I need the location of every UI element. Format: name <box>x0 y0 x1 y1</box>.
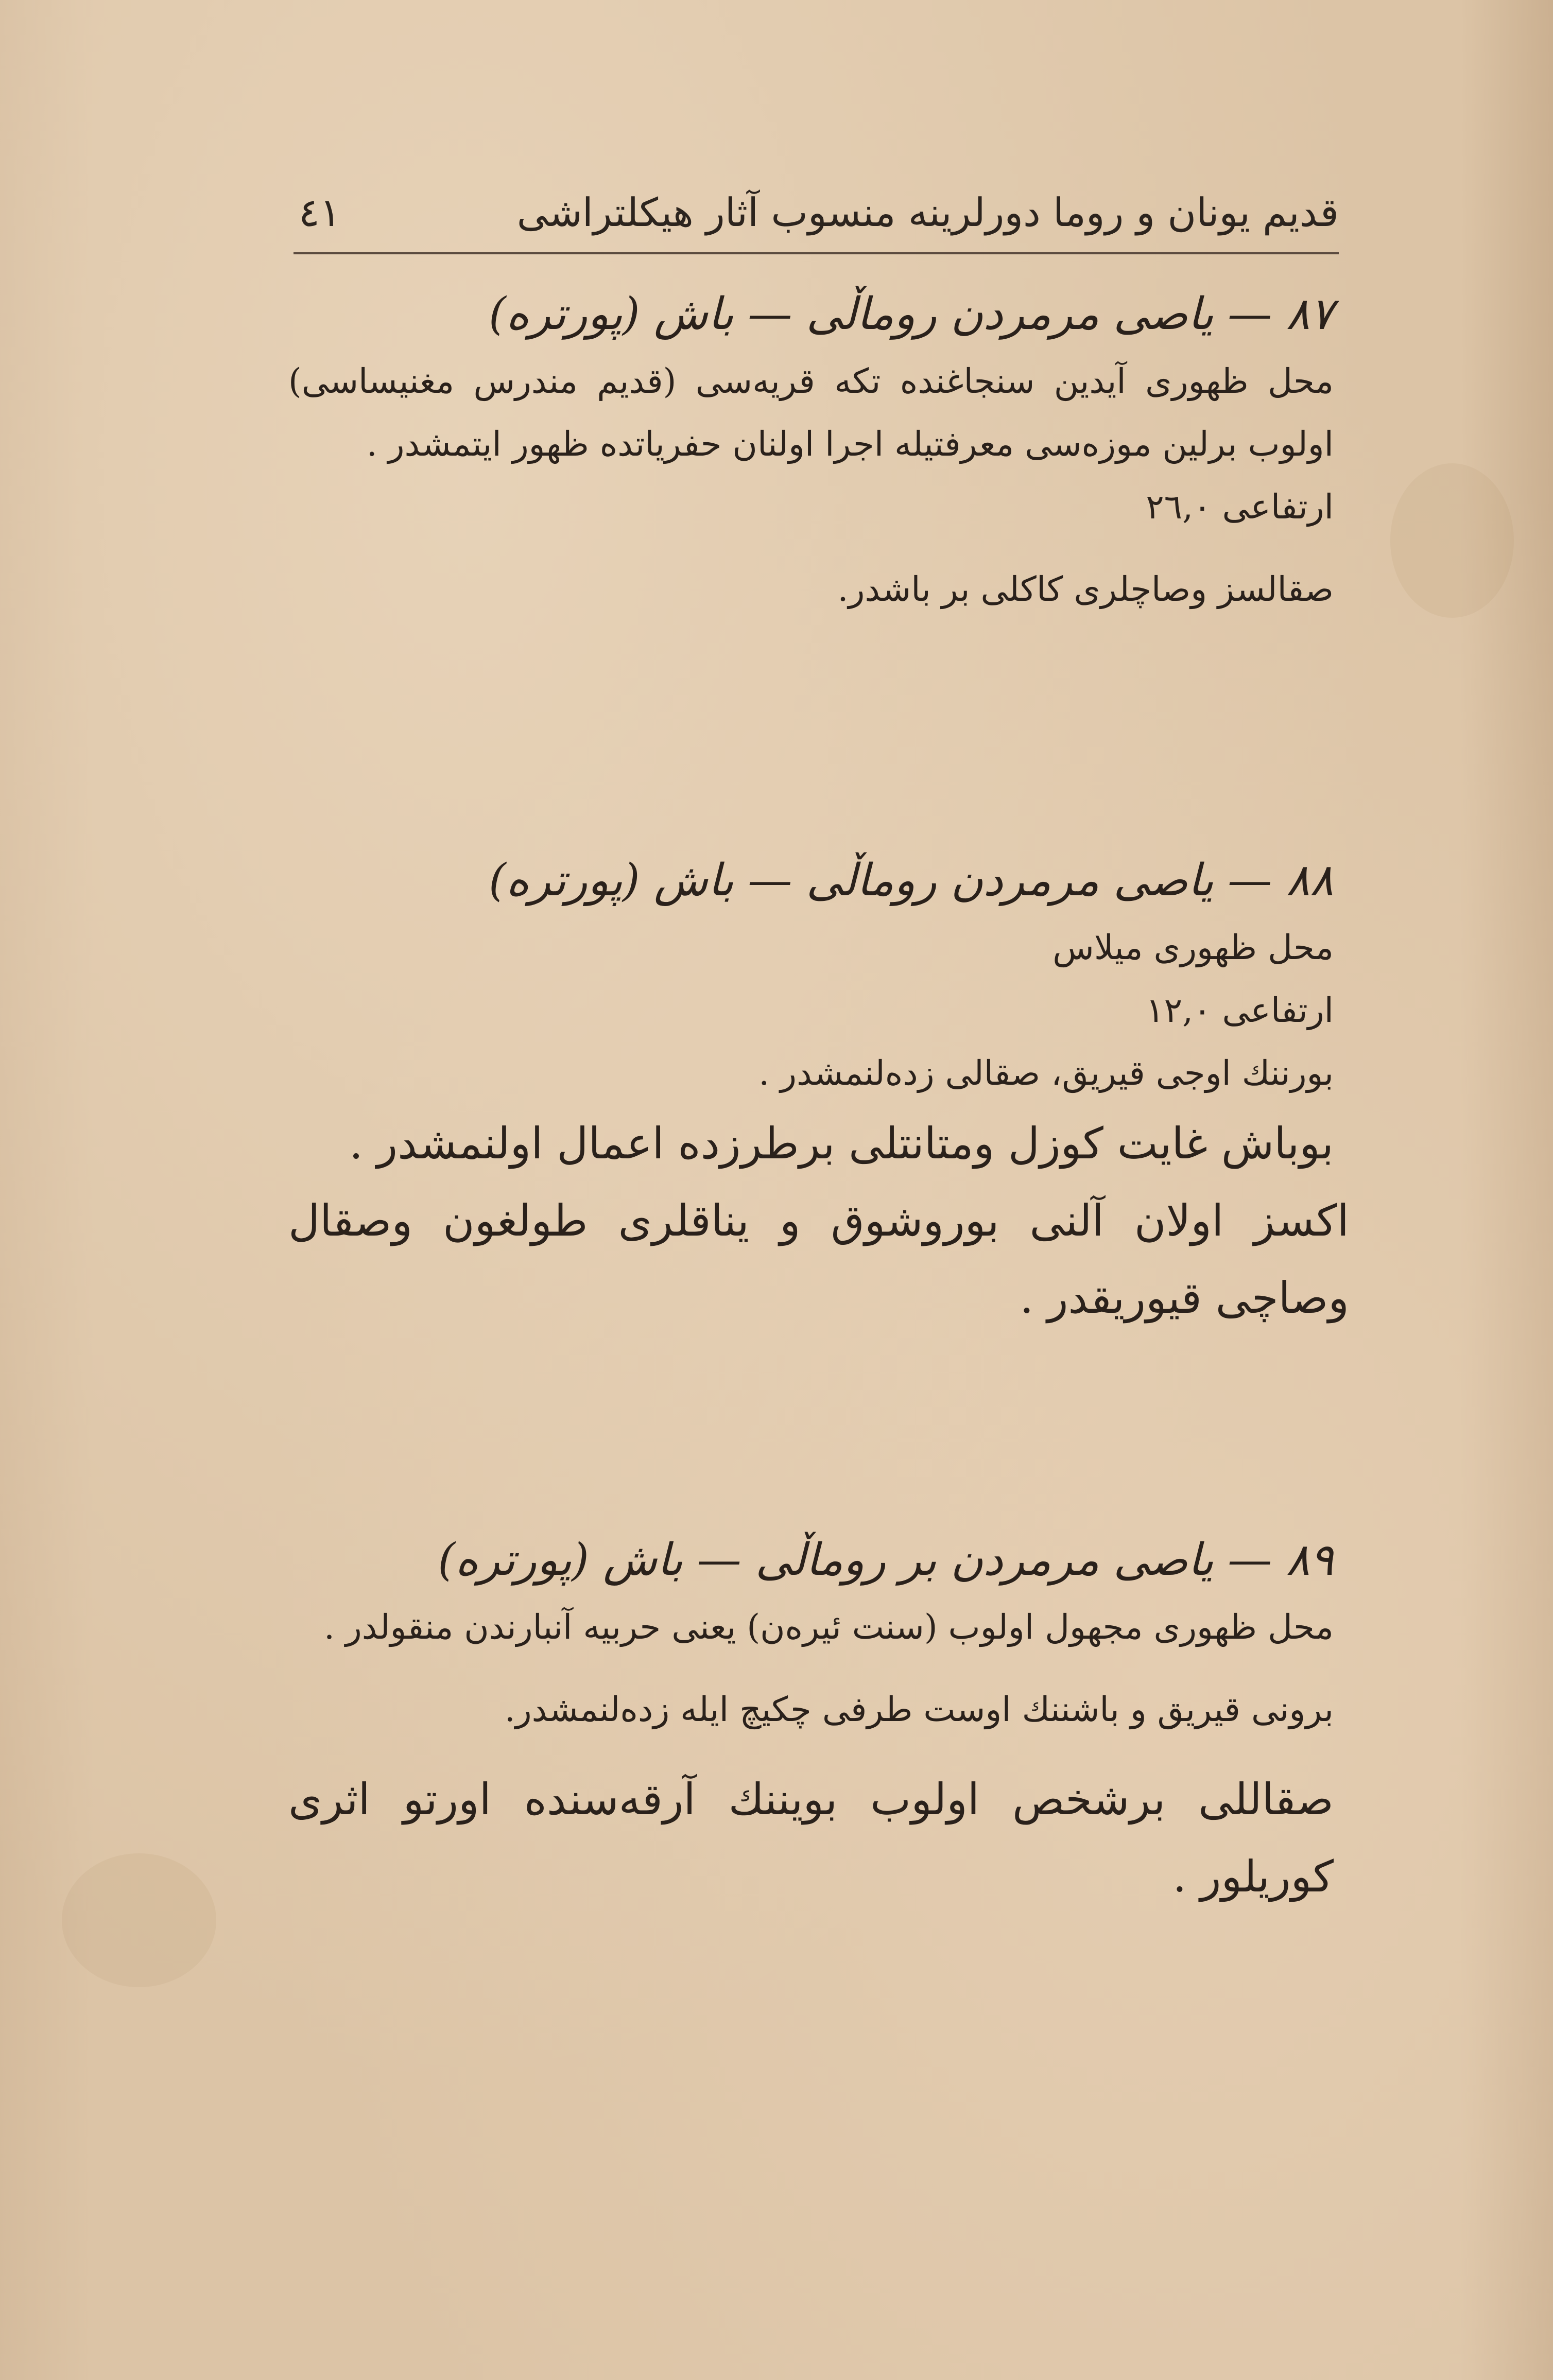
entry-paragraph: محل ظهورى آيدين سنجاغنده تكه قريه‌سى (قديم مندرس مغنيسا‌سى) اولوب برلين موزه‌سى معرفتيله اجرا اولنان حفرياتده ظهور ايتمشدر . <box>288 361 1334 464</box>
entry-heading: ٨٨ — ياصى مرمردن روماڵى — باش (پورتره) <box>489 855 1334 906</box>
entry-paragraph: برونى قيريق و باشننك اوست طرفى چكيچ ايله زده‌لنمشدر. <box>504 1690 1334 1729</box>
catalog-entry-87 <box>288 278 1349 621</box>
entry-paragraph: اكسز اولان آلنى بوروشوق و يناقلرى طولغون وصقال وصاچى قيوريقدر . <box>288 1195 1349 1323</box>
entry-paragraph: ارتفاعى ١٢,٠ <box>1146 991 1334 1030</box>
catalog-entry-88 <box>288 844 1349 1336</box>
entry-paragraph: بورننك اوجى قيريق، صقالى زده‌لنمشدر . <box>758 1053 1334 1093</box>
entry-paragraph: بوباش غايت كوزل ومتانتلى برطرزده اعمال اولنمشدر . <box>349 1118 1334 1169</box>
paper-stain <box>1390 463 1514 618</box>
header-title: قديم يونان و روما دورلرينه منسوب آثار هيكلتراشى <box>516 189 1339 235</box>
paper-stain <box>62 1853 216 1987</box>
catalog-entry-89 <box>288 1524 1349 1915</box>
entry-paragraph: ارتفاعى ٢٦,٠ <box>1146 487 1334 527</box>
entry-heading: ٨٧ — ياصى مرمردن روماڵى — باش (پورتره) <box>489 288 1334 340</box>
entry-paragraph: محل ظهورى مجهول اولوب (سنت ئيره‌ن) يعنى حربيه آنبارندن منقولدر . <box>323 1607 1334 1647</box>
entry-paragraph: محل ظهورى ميلاس <box>1052 928 1334 967</box>
entry-heading: ٨٩ — ياصى مرمردن بر روماڵى — باش (پورتره) <box>438 1534 1334 1586</box>
entry-paragraph: صقالسز وصاچلرى كاكلى بر باشدر. <box>837 569 1334 609</box>
page-number: ٤١ <box>299 189 341 235</box>
running-header <box>294 175 1339 254</box>
entry-paragraph: صقاللى برشخص اولوب بويننك آرقه‌سنده اورتو اثرى كوريلور . <box>288 1774 1334 1902</box>
